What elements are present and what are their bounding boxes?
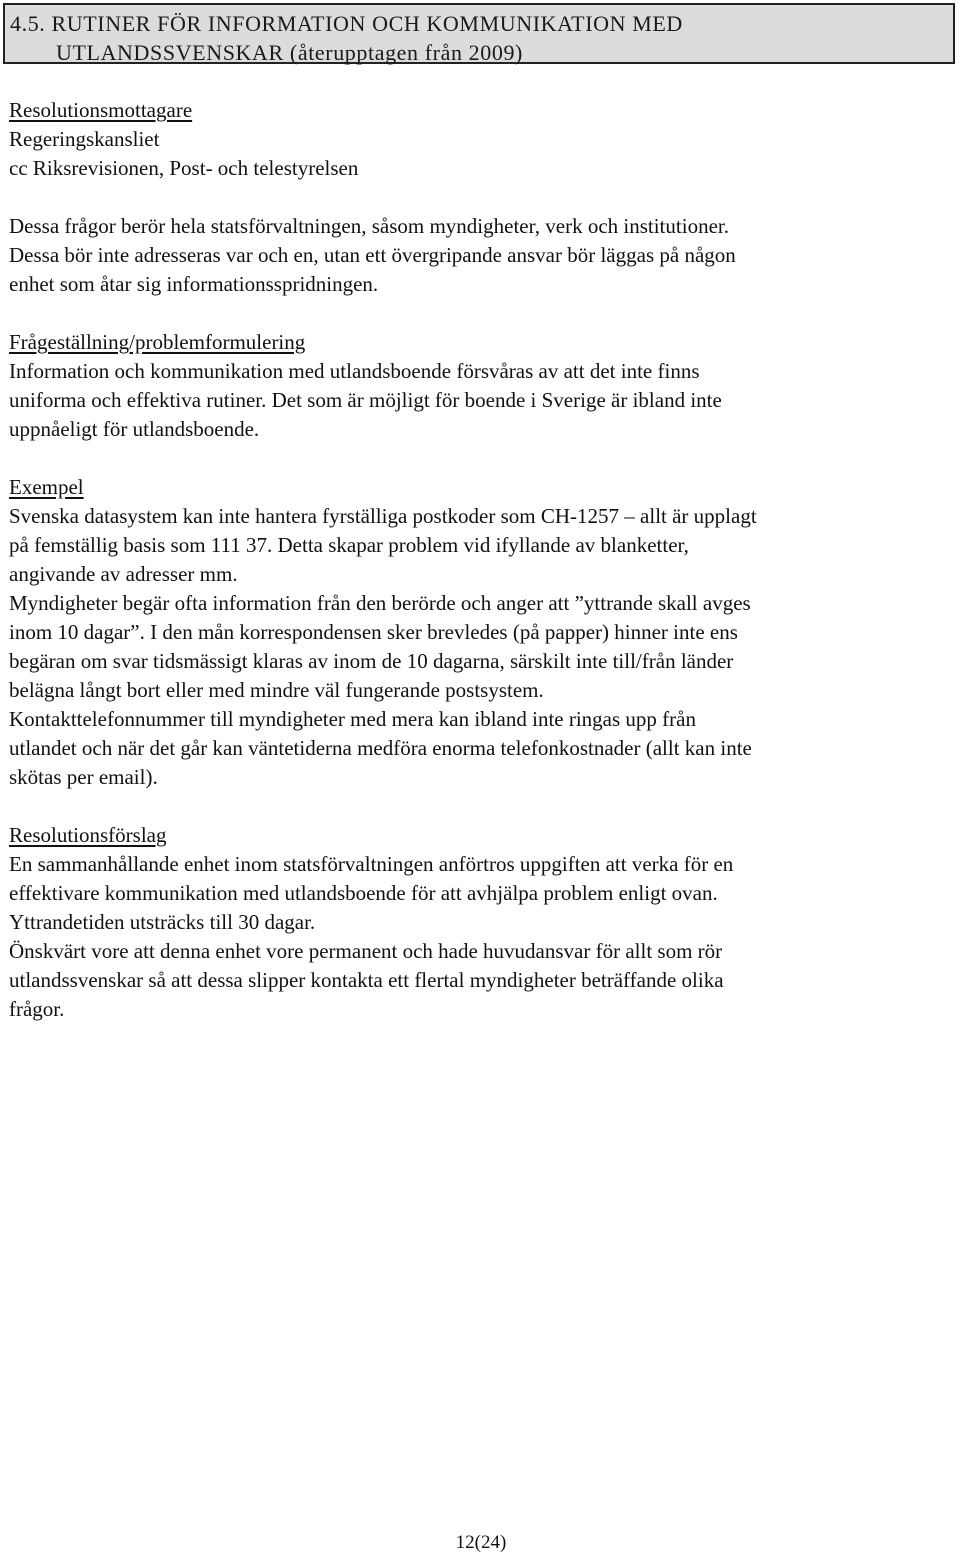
- problem-section: [9, 328, 949, 444]
- text-line: uniforma och effektiva rutiner. Det som är möjligt för boende i Sverige är ibland inte: [9, 388, 722, 412]
- text-line: Önskvärt vore att denna enhet vore permanent och hade huvudansvar för allt som rör: [9, 939, 723, 963]
- text-line: på femställig basis som 111 37. Detta skapar problem vid ifyllande av blanketter,: [9, 533, 689, 557]
- text-line: Svenska datasystem kan inte hantera fyrställiga postkoder som CH-1257 – allt är upplagt: [9, 504, 757, 528]
- text-line: frågor.: [9, 997, 65, 1021]
- example-section: [9, 473, 949, 792]
- text-line: utlandet och när det går kan väntetiderna medföra enorma telefonkostnader (allt kan inte: [9, 736, 752, 760]
- text-line: enhet som åtar sig informationsspridningen.: [9, 272, 379, 296]
- text-line: inom 10 dagar”. I den mån korrespondensen sker brevledes (på papper) hinner inte ens: [9, 620, 738, 644]
- text-line: Dessa frågor berör hela statsförvaltningen, såsom myndigheter, verk och institutioner.: [9, 214, 729, 238]
- recipient-line: cc Riksrevisionen, Post- och telestyrelsen: [9, 156, 359, 180]
- text-line: Myndigheter begär ofta information från den berörde och anger att ”yttrande skall avges: [9, 591, 751, 615]
- section-heading: [3, 3, 955, 64]
- text-line: belägna långt bort eller med mindre väl fungerande postsystem.: [9, 678, 544, 702]
- text-line: utlandssvenskar så att dessa slipper kontakta ett flertal myndigheter beträffande olika: [9, 968, 724, 992]
- text-line: En sammanhållande enhet inom statsförvaltningen anförtros uppgiften att verka för en: [9, 852, 734, 876]
- spacer: [9, 444, 949, 473]
- recipients-section: [9, 96, 949, 183]
- proposal-label: Resolutionsförslag: [9, 823, 167, 847]
- section-heading-line-1: 4.5. RUTINER FÖR INFORMATION OCH KOMMUNIKATION MED: [10, 11, 683, 36]
- text-line: Yttrandetiden utsträcks till 30 dagar.: [9, 910, 316, 934]
- text-line: skötas per email).: [9, 765, 158, 789]
- document-body: [9, 96, 949, 1024]
- example-label: Exempel: [9, 475, 84, 499]
- spacer: [9, 299, 949, 328]
- text-line: angivande av adresser mm.: [9, 562, 238, 586]
- proposal-section: [9, 821, 949, 1024]
- recipients-label: Resolutionsmottagare: [9, 98, 193, 122]
- problem-label: Frågeställning/problemformulering: [9, 330, 306, 354]
- recipient-line: Regeringskansliet: [9, 127, 160, 151]
- text-line: effektivare kommunikation med utlandsboende för att avhjälpa problem enligt ovan.: [9, 881, 718, 905]
- section-heading-line-2: UTLANDSSVENSKAR (återupptagen från 2009): [56, 40, 523, 65]
- text-line: begäran om svar tidsmässigt klaras av inom de 10 dagarna, särskilt inte till/från länder: [9, 649, 734, 673]
- spacer: [9, 792, 949, 821]
- spacer: [9, 183, 949, 212]
- intro-paragraph: [9, 212, 949, 299]
- page-number: 12(24): [455, 1532, 507, 1553]
- text-line: Kontakttelefonnummer till myndigheter med mera kan ibland inte ringas upp från: [9, 707, 696, 731]
- text-line: uppnåeligt för utlandsboende.: [9, 417, 260, 441]
- text-line: Information och kommunikation med utlandsboende försvåras av att det inte finns: [9, 359, 700, 383]
- text-line: Dessa bör inte adresseras var och en, utan ett övergripande ansvar bör läggas på någon: [9, 243, 736, 267]
